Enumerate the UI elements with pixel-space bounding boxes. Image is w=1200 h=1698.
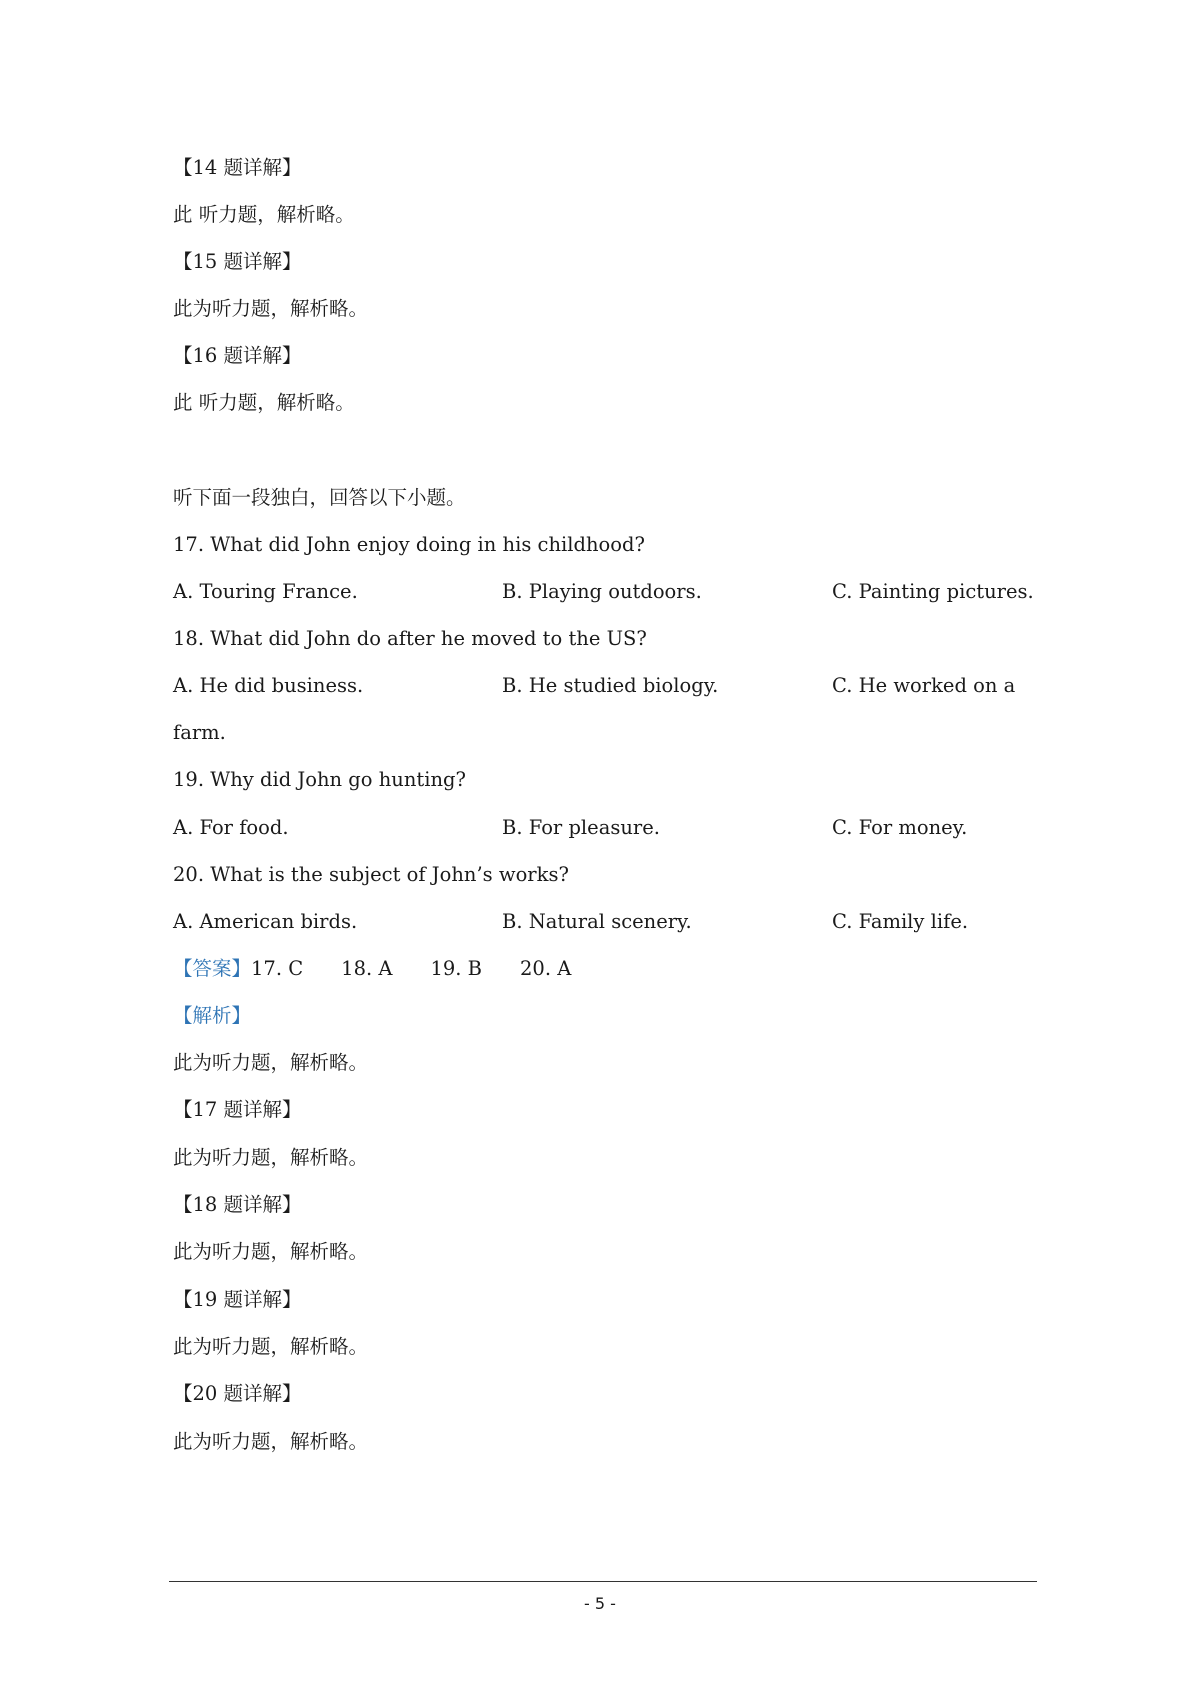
option-19-b: B. For pleasure.	[502, 816, 660, 839]
answer-item-17: 17. C	[251, 957, 304, 980]
section-instruction: 听下面一段独白，回答以下小题。	[173, 486, 466, 509]
page-number: - 5 -	[584, 1594, 616, 1613]
answer-item-20: 20. A	[520, 957, 572, 980]
detail-heading-15: 【15 题详解】	[173, 250, 302, 273]
answer-label: 【答案】	[173, 957, 252, 980]
analysis-text: 此为听力题，解析略。	[173, 1051, 369, 1074]
question-stem-19: 19. Why did John go hunting?	[173, 768, 466, 791]
detail-text-14: 此 听力题，解析略。	[173, 203, 355, 226]
option-20-a: A. American birds.	[173, 910, 358, 933]
footer-divider	[169, 1581, 1037, 1582]
analysis-label: 【解析】	[173, 1004, 252, 1027]
detail-text-17: 此为听力题，解析略。	[173, 1146, 369, 1169]
option-17-c: C. Painting pictures.	[832, 580, 1034, 603]
option-17-a: A. Touring France.	[173, 580, 358, 603]
detail-heading-16: 【16 题详解】	[173, 344, 302, 367]
detail-heading-17: 【17 题详解】	[173, 1098, 302, 1121]
detail-heading-14: 【14 题详解】	[173, 156, 302, 179]
option-19-c: C. For money.	[832, 816, 968, 839]
answer-item-19: 19. B	[430, 957, 482, 980]
detail-text-18: 此为听力题，解析略。	[173, 1240, 369, 1263]
option-18-a: A. He did business.	[173, 674, 364, 697]
detail-heading-20: 【20 题详解】	[173, 1382, 302, 1405]
detail-text-16: 此 听力题，解析略。	[173, 391, 355, 414]
question-stem-17: 17. What did John enjoy doing in his childhood?	[173, 533, 645, 556]
option-19-a: A. For food.	[173, 816, 289, 839]
option-18-c-continuation: farm.	[173, 721, 226, 744]
option-20-b: B. Natural scenery.	[502, 910, 692, 933]
detail-heading-18: 【18 题详解】	[173, 1193, 302, 1216]
option-20-c: C. Family life.	[832, 910, 969, 933]
detail-text-20: 此为听力题，解析略。	[173, 1430, 369, 1453]
detail-text-15: 此为听力题，解析略。	[173, 297, 369, 320]
detail-heading-19: 【19 题详解】	[173, 1288, 302, 1311]
question-stem-18: 18. What did John do after he moved to the US?	[173, 627, 647, 650]
detail-text-19: 此为听力题，解析略。	[173, 1335, 369, 1358]
answer-line	[173, 957, 571, 981]
option-18-c: C. He worked on a	[832, 674, 1016, 697]
answer-item-18: 18. A	[341, 957, 393, 980]
option-18-b: B. He studied biology.	[502, 674, 719, 697]
question-stem-20: 20. What is the subject of John’s works?	[173, 863, 569, 886]
option-17-b: B. Playing outdoors.	[502, 580, 702, 603]
